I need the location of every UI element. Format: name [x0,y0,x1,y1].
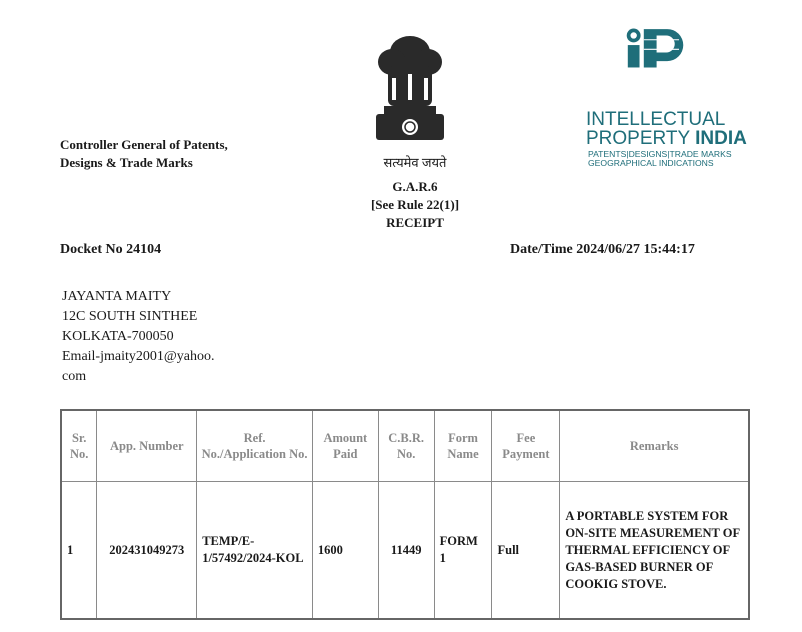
ip-india-tagline [588,150,778,168]
rule-reference: [See Rule 22(1)] [370,197,460,212]
applicant-address [62,287,262,387]
col-header-fee: Fee Payment [492,410,560,482]
cell-amount: 1600 [312,482,378,620]
ip-tagline-line-1: PATENTS|DESIGNS|TRADE MARKS [588,149,732,159]
ip-tagline-line-2: GEOGRAPHICAL INDICATIONS [588,158,714,168]
email-line-2: com [62,369,87,384]
col-header-sr: Sr. No. [61,410,97,482]
applicant-name: JAYANTA MAITY [62,289,172,304]
cell-form: FORM 1 [434,482,492,620]
cell-app-number: 202431049273 [97,482,197,620]
document-type: RECEIPT [386,215,444,230]
table-header-row [61,410,749,482]
cell-sr: 1 [61,482,97,620]
address-line-1: 12C SOUTH SINTHEE [62,309,198,324]
organization-name [60,136,290,172]
ip-wordmark-india: INDIA [695,128,747,149]
receipt-heading [340,178,490,232]
cell-remarks: A PORTABLE SYSTEM FOR ON-SITE MEASUREMENT OF THERMAL EFFICIENCY OF GAS-BASED BURNER OF COOKIG STOVE. [560,482,749,620]
email-line-1: Email-jmaity2001@yahoo. [62,349,215,364]
ip-india-wordmark [586,110,776,148]
col-header-form: Form Name [434,410,492,482]
receipt-table [60,409,750,620]
receipt-datetime: Date/Time 2024/06/27 15:44:17 [510,242,695,257]
form-code: G.A.R.6 [392,179,438,194]
col-header-amount: Amount Paid [312,410,378,482]
col-header-cbr: C.B.R. No. [378,410,434,482]
cell-fee: Full [492,482,560,620]
org-line-2: Designs & Trade Marks [60,155,193,170]
ip-india-logo-icon [586,28,756,108]
emblem-motto: सत्यमेव जयते [383,155,447,170]
ip-wordmark-line-1: INTELLECTUAL [586,109,726,130]
col-header-ref-no: Ref. No./Application No. [197,410,313,482]
table-row [61,482,749,620]
org-line-1: Controller General of Patents, [60,137,228,152]
address-line-2: KOLKATA-700050 [62,329,174,344]
ip-wordmark-line-2 [586,129,776,148]
col-header-app-number: App. Number [97,410,197,482]
cell-cbr: 11449 [378,482,434,620]
national-emblem-icon [362,22,458,152]
col-header-remarks: Remarks [560,410,749,482]
docket-number: Docket No 24104 [60,242,162,257]
ip-wordmark-property: PROPERTY [586,128,696,149]
cell-ref-no: TEMP/E-1/57492/2024-KOL [197,482,313,620]
